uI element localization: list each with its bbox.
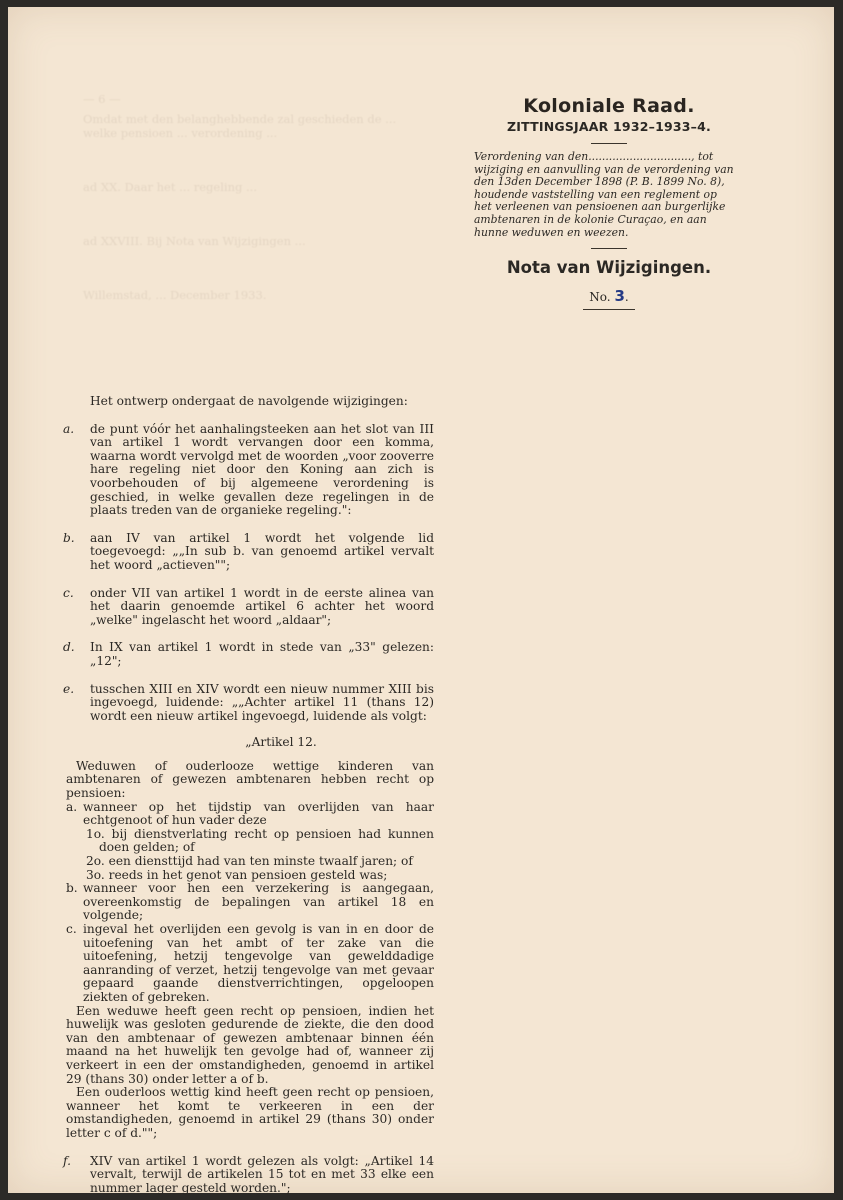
handwritten-number: 3 bbox=[614, 287, 625, 306]
amendment-letter: f. bbox=[63, 1153, 71, 1168]
intro-line: Het ontwerp ondergaat de navolgende wijzigingen: bbox=[90, 394, 408, 408]
nota-number: No. 3. bbox=[583, 287, 634, 310]
document-page bbox=[8, 7, 834, 1193]
nota-title: Nota van Wijzigingen. bbox=[506, 258, 712, 278]
amendment-c: c. onder VII van artikel 1 wordt in de eerste alinea van het daarin genoemde artikel 6 achter het woord „welke" ingelascht het woord „aldaar"; bbox=[63, 585, 434, 627]
article-clause-c: c. ingeval het overlijden een gevolg is van in en door de uitoefening van het ambt of ter zake van die uitoefening, hetzij tengevolge van gewelddadige aanranding of verzet, hetzij tengevolge van met gevaar gepaard gaande dienstverrichtingen, opgeloopen ziekten of gebreken. bbox=[66, 922, 434, 1004]
amendment-f: f. XIV van artikel 1 wordt gelezen als volgt: „Artikel 14 vervalt, terwijl de artikelen 15 tot en met 33 elke een nummer lager gesteld worden."; bbox=[63, 1153, 434, 1195]
document-body bbox=[58, 395, 434, 1195]
amendment-letter: e. bbox=[63, 681, 75, 696]
amendment-a: a. de punt vóór het aanhalingsteeken aan het slot van III van artikel 1 wordt vervangen door een komma, waarna wordt vervolgd met de woorden „voor zooverre hare regeling niet door den Koning aan zich is voorbehouden of bij algemeene verordening is geschied, in welke gevallen deze regelingen in de plaats treden van de organieke regeling.": bbox=[63, 421, 434, 518]
document-header bbox=[468, 95, 750, 310]
article-clause-b: b. wanneer voor hen een verzekering is aangegaan, overeenkomstig de bepalingen van artikel 18 en volgende; bbox=[66, 881, 434, 923]
amendment-letter: d. bbox=[63, 640, 75, 655]
divider bbox=[591, 248, 627, 249]
session-year: ZITTINGSJAAR 1932–1933–4. bbox=[507, 119, 711, 134]
divider bbox=[591, 143, 627, 144]
council-title: Koloniale Raad. bbox=[523, 95, 695, 117]
amendment-e: e. tusschen XIII en XIV wordt een nieuw nummer XIII bis ingevoegd, luidende: „„Achter artikel 11 (thans 12) wordt een nieuw artikel ingevoegd, luidende als volgt: bbox=[63, 681, 434, 723]
amendment-b: b. aan IV van artikel 1 wordt het volgende lid toegevoegd: „„In sub b. van genoemd artikel vervalt het woord „actieven""; bbox=[63, 530, 434, 572]
article-clause-a: a. wanneer op het tijdstip van overlijden van haar echtgenoot of hun vader deze bbox=[66, 799, 434, 828]
amendment-d: d. In IX van artikel 1 wordt in stede van „33" gelezen: „12"; bbox=[63, 640, 434, 668]
ordinance-description: Verordening van den.............................., tot wijziging en aanvulling van de verordening van den 13den December 1898 (P. B. 1899 No. 8), houdende vaststelling van een reglement op het verleenen van pensioenen aan burgerlijke ambtenaren in de kolonie Curaçao, en aan hunne weduwen en weezen. bbox=[474, 150, 734, 239]
amendment-letter: a. bbox=[63, 421, 75, 436]
article-heading: „Artikel 12. bbox=[245, 735, 317, 750]
amendment-letter: c. bbox=[63, 585, 74, 600]
bleed-through-text: — 6 — Omdat met den belanghebbende zal geschieden de ... welke pensioen ... verordening ... ad XX. Daar het ... regeling ... ad XXVIII. Bij Nota van Wijzigingen ... Willemstad, ... December 1933. bbox=[83, 92, 397, 302]
amendment-letter: b. bbox=[63, 530, 75, 545]
article-body: Weduwen of ouderlooze wettige kinderen van ambtenaren of gewezen ambtenaren hebben recht op pensioen: a. wanneer op het tijdstip van overlijden van haar echtgenoot of hun vader deze 1o. bij dienstverlating recht op pensioen had kunnen doen gelden; of 2o. een diensttijd had van ten minste twaalf jaren; of 3o. reeds in het genot van pensioen gesteld was; b. wanneer voor hen een verzekering is aangegaan, overeenkomstig de bepalingen van artikel 18 en volgende; c. ingeval het overlijden een gevolg is van in en door de uitoefening van het ambt of ter zake van die uitoefening, hetzij tengevolge van gewelddadige aanranding of verzet, hetzij tengevolge van met gevaar gepaard gaande dienstverrichtingen, opgeloopen ziekten of gebreken. Een weduwe heeft geen recht op pensioen, indien het huwelijk was gesloten gedurende de ziekte, die den dood van den ambtenaar of gewezen ambtenaar binnen één maand na het huwelijk ten gevolge had of, wanneer zij verkeert in een der omstandigheden, genoemd in artikel 29 (thans 30) onder letter a of b. Een ouderloos wettig kind heeft geen recht op pensioen, wanneer het komt te verkeeren in een der omstandigheden, genoemd in artikel 29 (thans 30) onder letter c of d.""; bbox=[66, 758, 434, 1140]
